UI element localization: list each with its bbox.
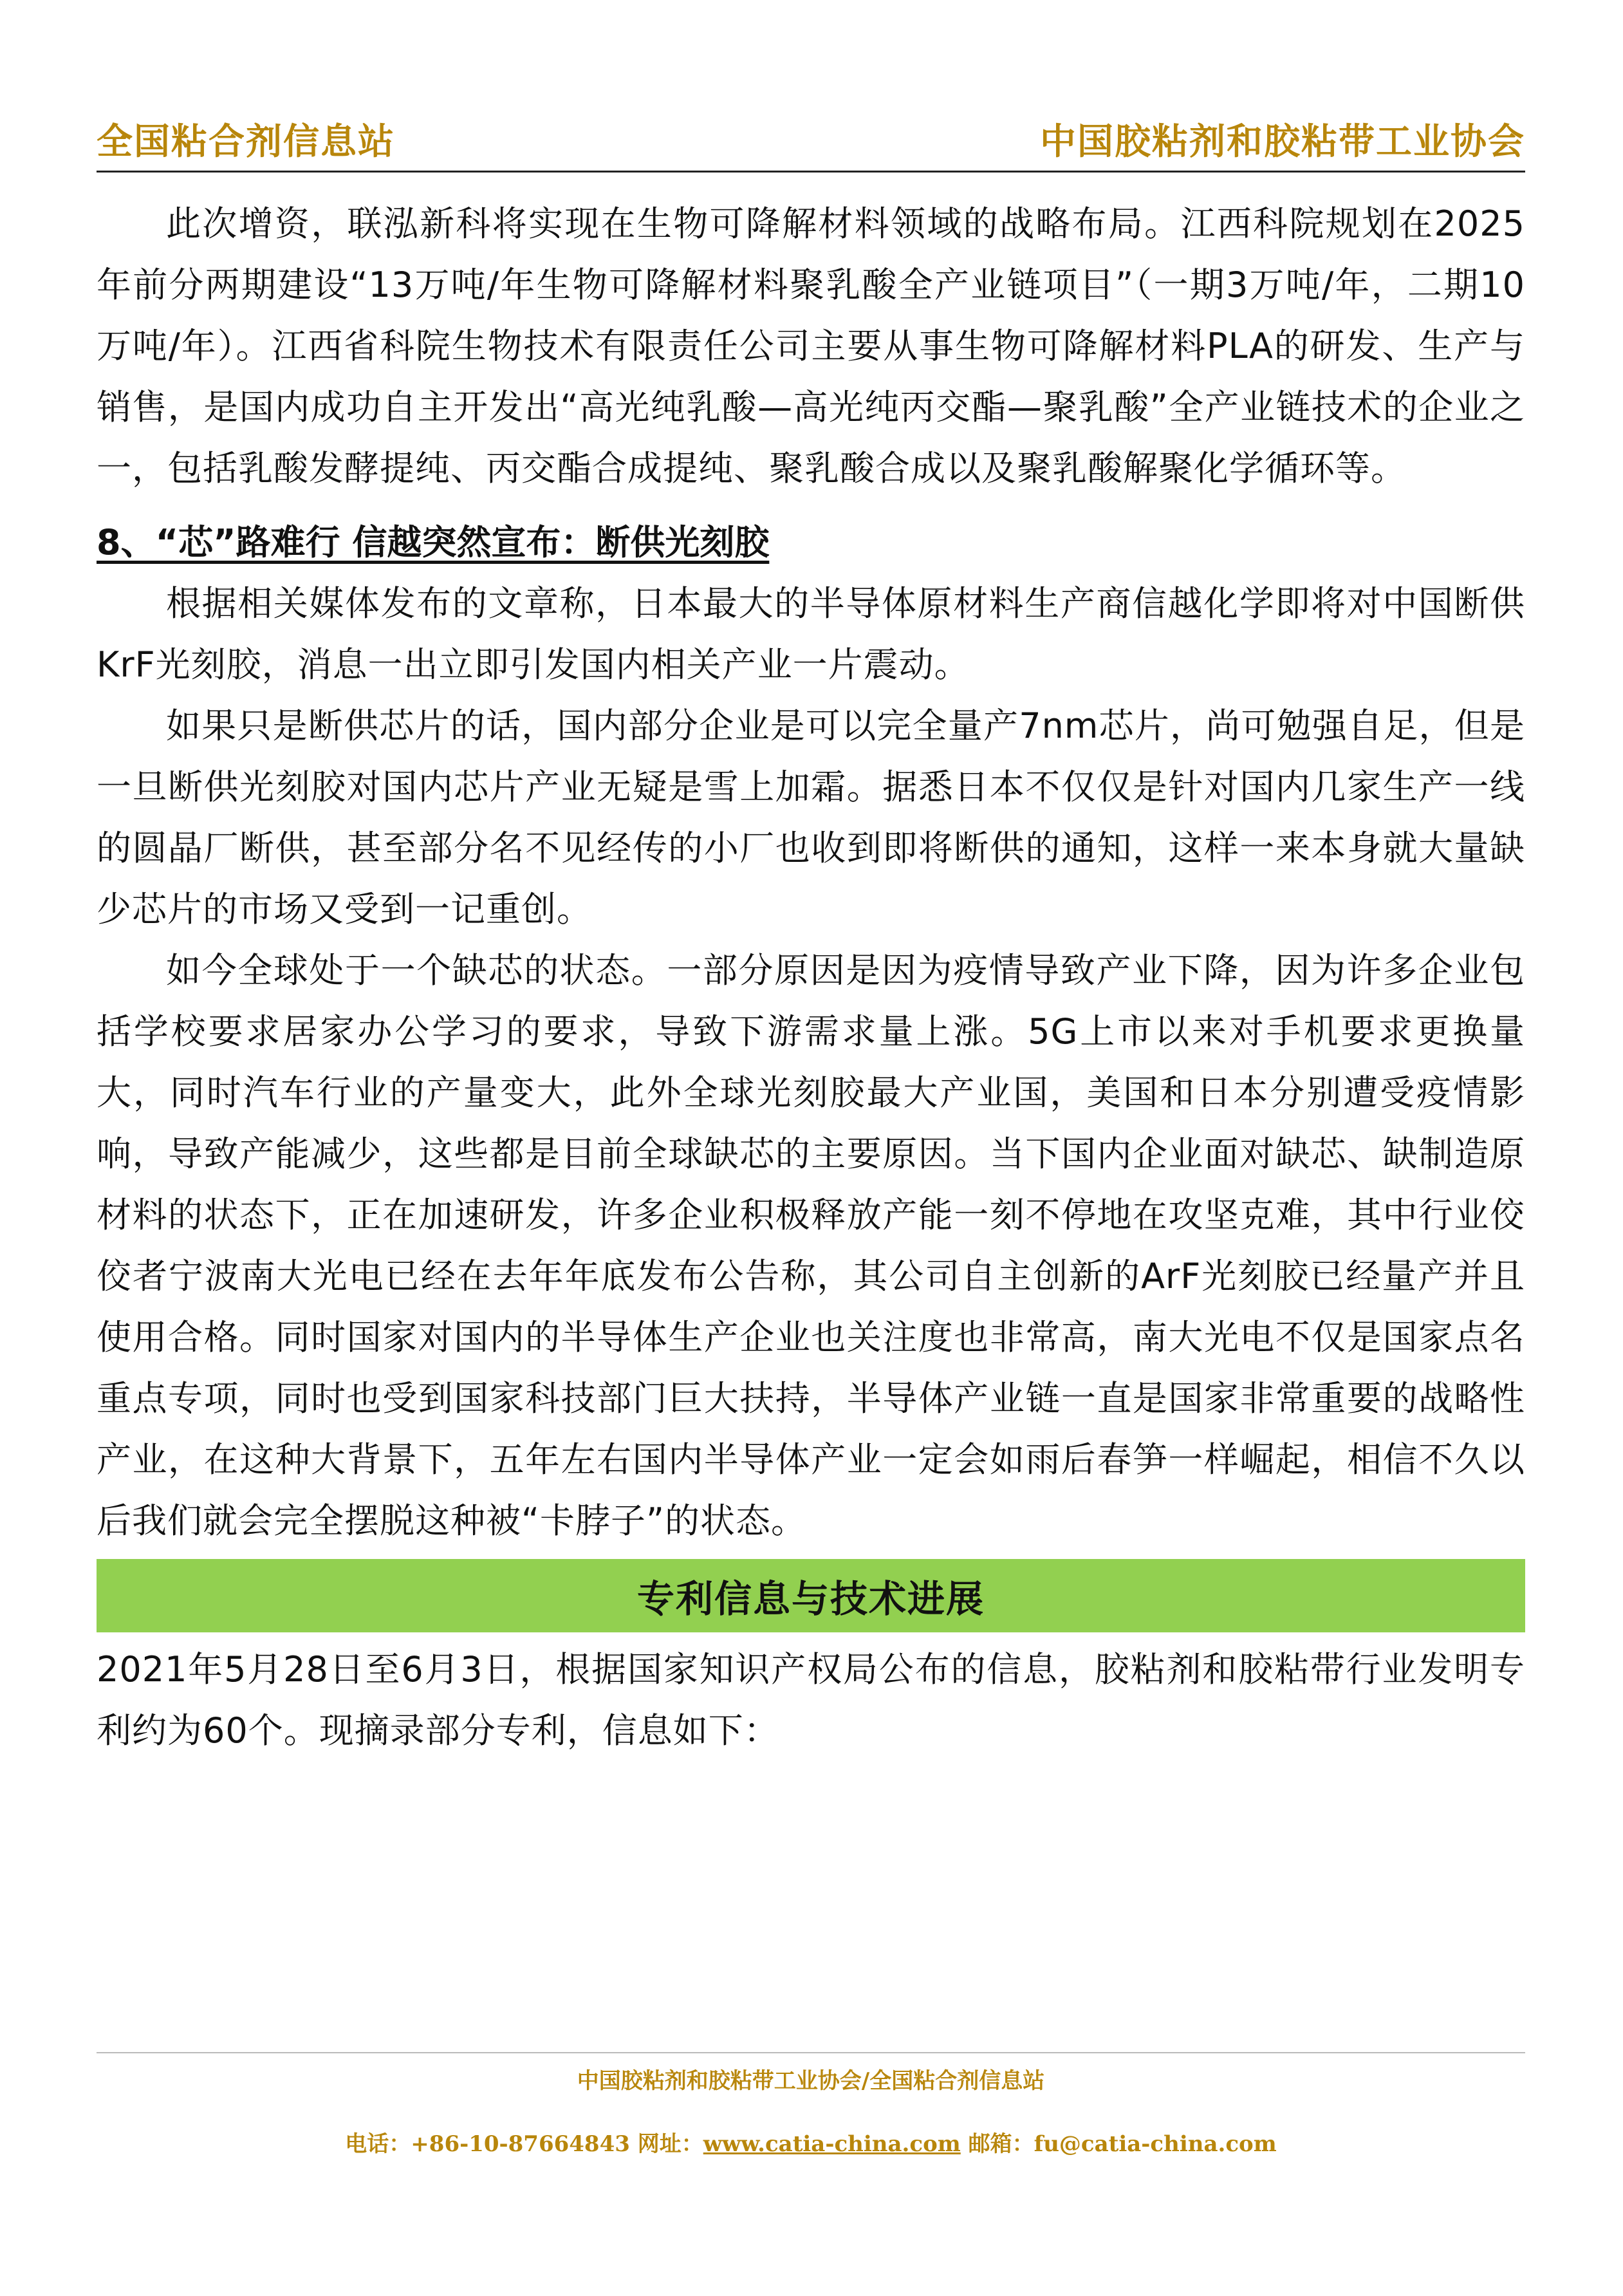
document-body [97,193,1525,1761]
header-divider [97,171,1525,173]
footer-phone: 电话：+86-10-87664843 网址： [345,2131,703,2157]
patent-section-bar [97,1559,1525,1632]
intro-paragraph: 此次增资，联泓新科将实现在生物可降解材料领域的战略布局。江西科院规划在2025年前分两期建设“13万吨/年生物可降解材料聚乳酸全产业链项目”（一期3万吨/年，二期10万吨/年）。江西省科院生物技术有限责任公司主要从事生物可降解材料PLA的研发、生产与销售，是国内成功自主开发出“高光纯乳酸—高光纯丙交酯—聚乳酸”全产业链技术的企业之一，包括乳酸发酵提纯、丙交酯合成提纯、聚乳酸合成以及聚乳酸解聚化学循环等。 [97,203,1525,489]
patent-paragraph: 2021年5月28日至6月3日，根据国家知识产权局公布的信息，胶粘剂和胶粘带行业发明专利约为60个。现摘录部分专利，信息如下： [97,1649,1525,1751]
section-8-title: 8、“芯”路难行 信越突然宣布：断供光刻胶 [97,522,770,563]
section-paragraph: 如果只是断供芯片的话，国内部分企业是可以完全量产7nm芯片，尚可勉强自足，但是一旦断供光刻胶对国内芯片产业无疑是雪上加霜。据悉日本不仅仅是针对国内几家生产一线的圆晶厂断供，甚至部分名不见经传的小厂也收到即将断供的通知，这样一来本身就大量缺少芯片的市场又受到一记重创。 [97,705,1525,929]
header-left-title: 全国粘合剂信息站 [97,121,395,163]
section-paragraph: 如今全球处于一个缺芯的状态。一部分原因是因为疫情导致产业下降，因为许多企业包括学校要求居家办公学习的要求，导致下游需求量上涨。5G上市以来对手机要求更换量大，同时汽车行业的产量变大，此外全球光刻胶最大产业国，美国和日本分别遭受疫情影响，导致产能减少，这些都是目前全球缺芯的主要原因。当下国内企业面对缺芯、缺制造原材料的状态下，正在加速研发，许多企业积极释放产能一刻不停地在攻坚克难，其中行业佼佼者宁波南大光电已经在去年年底发布公告称，其公司自主创新的ArF光刻胶已经量产并且使用合格。同时国家对国内的半导体生产企业也关注度也非常高，南大光电不仅是国家点名重点专项，同时也受到国家科技部门巨大扶持，半导体产业链一直是国家非常重要的战略性产业，在这种大背景下，五年左右国内半导体产业一定会如雨后春笋一样崛起，相信不久以后我们就会完全摆脱这种被“卡脖子”的状态。 [97,950,1525,1541]
footer-divider [97,2052,1525,2053]
footer-contact [97,2122,1525,2167]
footer-organization: 中国胶粘剂和胶粘带工业协会/全国粘合剂信息站 [577,2068,1045,2094]
page-header [97,120,1525,165]
footer-website-link[interactable]: www.catia-china.com [703,2131,961,2157]
section-heading [97,512,1525,573]
page-footer [97,2058,1525,2167]
patent-section-title: 专利信息与技术进展 [636,1577,985,1621]
footer-email: 邮箱：fu@catia-china.com [960,2131,1277,2157]
header-right-title: 中国胶粘剂和胶粘带工业协会 [1040,121,1525,163]
section-paragraph: 根据相关媒体发布的文章称，日本最大的半导体原材料生产商信越化学即将对中国断供KrF光刻胶，消息一出立即引发国内相关产业一片震动。 [97,583,1525,685]
